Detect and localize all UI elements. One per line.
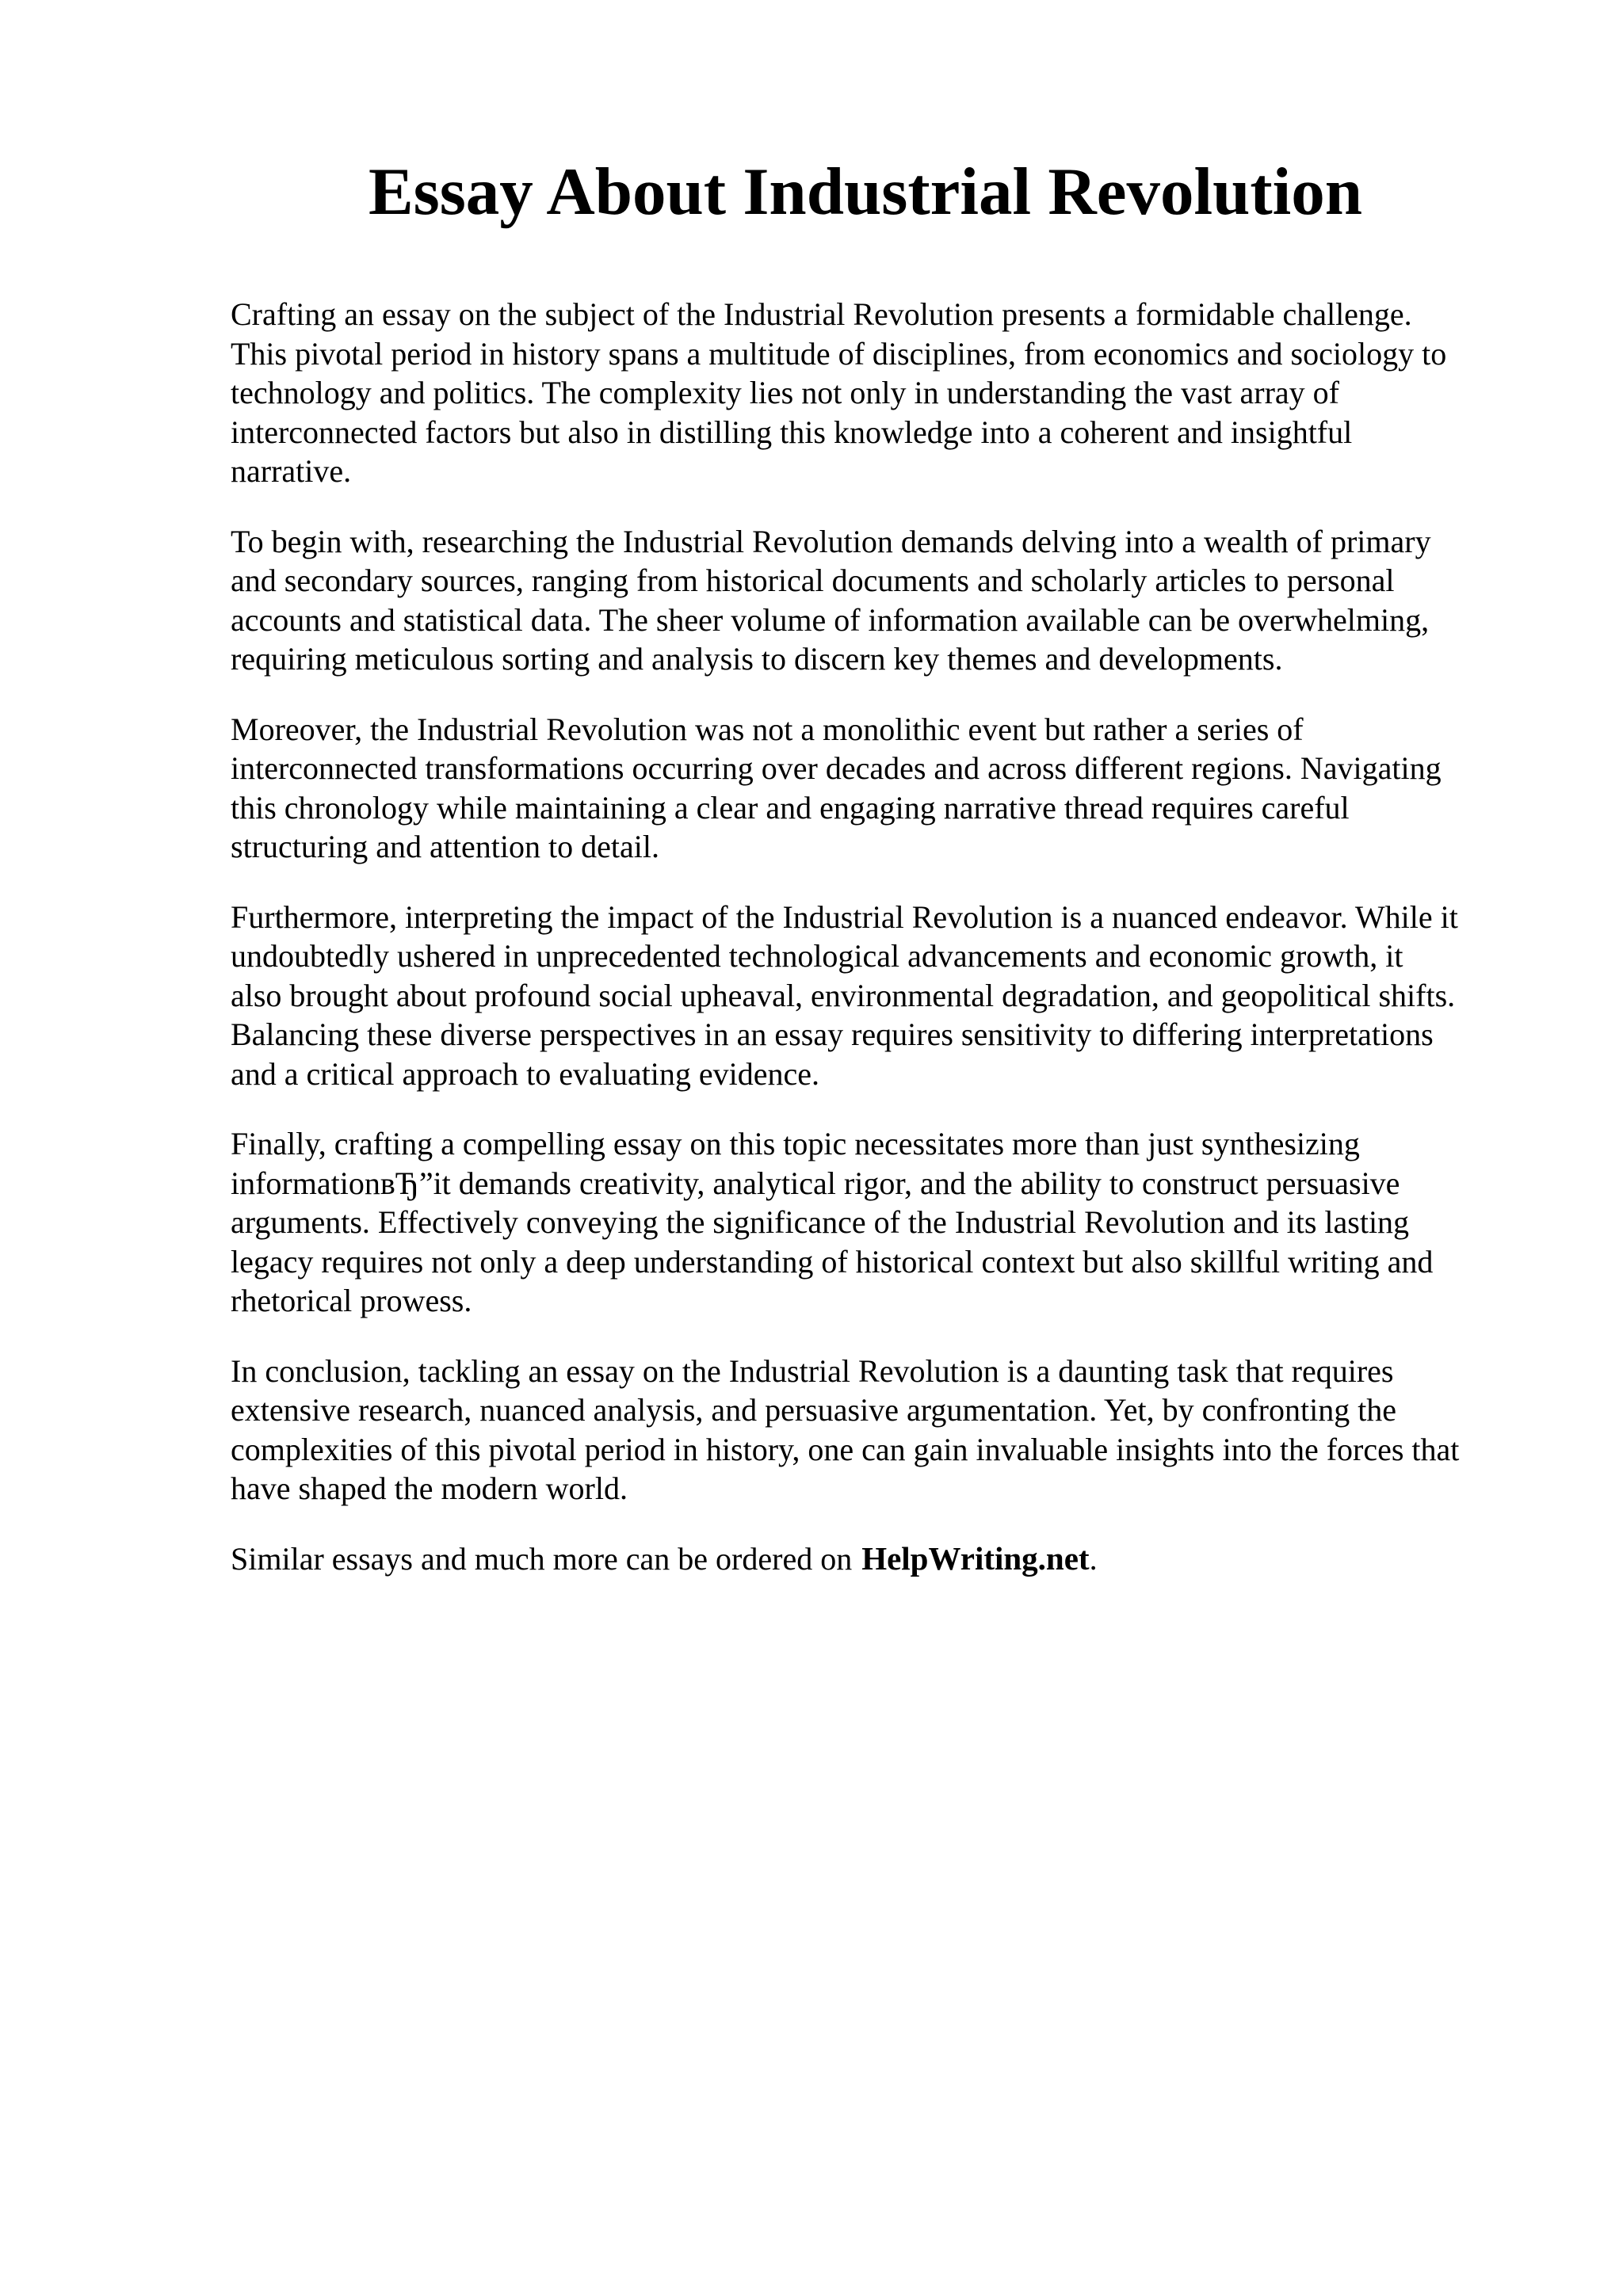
text-line: have shaped the modern world. <box>231 1470 628 1506</box>
paragraph-6 <box>231 1352 1546 1508</box>
text-line: rhetorical prowess. <box>231 1283 472 1318</box>
footer-suffix: . <box>1089 1540 1098 1577</box>
paragraph-4 <box>231 898 1546 1094</box>
text-line: Moreover, the Industrial Revolution was not a monolithic event but rather a series of <box>231 711 1304 747</box>
text-line: arguments. Effectively conveying the significance of the Industrial Revolution and its lasting <box>231 1204 1410 1240</box>
text-line: interconnected transformations occurring over decades and across different regions. Navigating <box>231 750 1442 786</box>
text-line: requiring meticulous sorting and analysis to discern key themes and developments. <box>231 641 1283 677</box>
text-line: complexities of this pivotal period in history, one can gain invaluable insights into the forces that <box>231 1431 1460 1467</box>
paragraph-5 <box>231 1124 1546 1321</box>
page-title: Essay About Industrial Revolution <box>368 154 1363 229</box>
essay-body <box>231 295 1546 1609</box>
text-line: accounts and statistical data. The sheer volume of information available can be overwhelming, <box>231 601 1430 638</box>
text-line: narrative. <box>231 453 352 489</box>
paragraph-3 <box>231 710 1546 867</box>
text-line: Furthermore, interpreting the impact of the Industrial Revolution is a nuanced endeavor. While it <box>231 898 1458 935</box>
text-line: undoubtedly ushered in unprecedented technological advancements and economic growth, it <box>231 938 1403 974</box>
paragraph-1 <box>231 295 1546 491</box>
text-line: This pivotal period in history spans a multitude of disciplines, from economics and sociology to <box>231 335 1447 372</box>
footer-note <box>231 1539 1546 1579</box>
text-line: technology and politics. The complexity lies not only in understanding the vast array of <box>231 375 1339 410</box>
text-line: In conclusion, tackling an essay on the Industrial Revolution is a daunting task that requires <box>231 1352 1394 1389</box>
footer-text: Similar essays and much more can be ordered on <box>231 1540 853 1577</box>
helpwriting-link[interactable]: HelpWriting.net <box>861 1539 1090 1577</box>
text-line: also brought about profound social upheaval, environmental degradation, and geopolitical shifts. <box>231 977 1456 1013</box>
text-line: Balancing these diverse perspectives in an essay requires sensitivity to differing interpretations <box>231 1016 1434 1052</box>
text-line: this chronology while maintaining a clear and engaging narrative thread requires careful <box>231 789 1350 826</box>
text-line: and a critical approach to evaluating evidence. <box>231 1055 819 1092</box>
text-line: interconnected factors but also in distilling this knowledge into a coherent and insightful <box>231 414 1353 450</box>
text-line: To begin with, researching the Industrial Revolution demands delving into a wealth of primary <box>231 523 1431 559</box>
text-line: Crafting an essay on the subject of the Industrial Revolution presents a formidable challenge. <box>231 296 1412 332</box>
text-line: and secondary sources, ranging from historical documents and scholarly articles to personal <box>231 563 1395 598</box>
text-line: legacy requires not only a deep understanding of historical context but also skillful writing and <box>231 1243 1434 1280</box>
text-line: extensive research, nuanced analysis, and persuasive argumentation. Yet, by confronting the <box>231 1392 1397 1428</box>
paragraph-2 <box>231 522 1546 679</box>
text-line: structuring and attention to detail. <box>231 829 659 864</box>
text-line: Finally, crafting a compelling essay on this topic necessitates more than just synthesizing <box>231 1126 1360 1161</box>
text-line: informationвЂ”it demands creativity, analytical rigor, and the ability to construct persuasive <box>231 1165 1400 1201</box>
